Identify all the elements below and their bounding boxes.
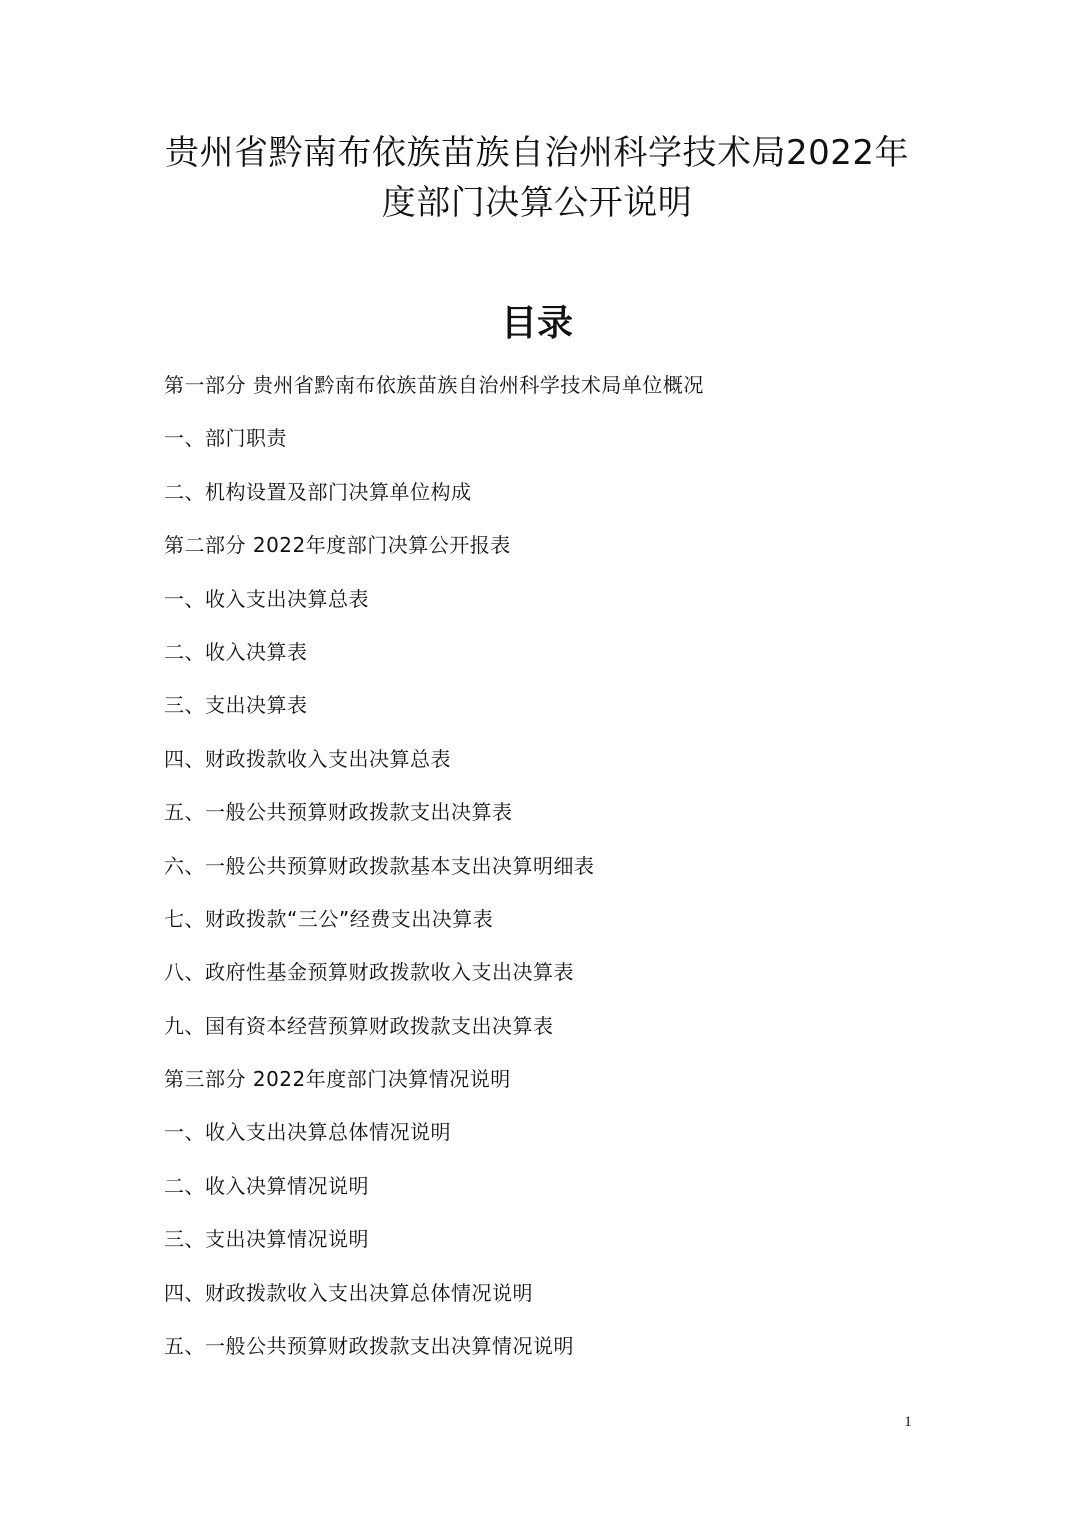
document-title: [100, 128, 974, 228]
toc-item-expenditure-table: 三、支出决算表: [164, 693, 308, 718]
toc-item-department-duties: 一、部门职责: [164, 426, 287, 451]
toc-item-overall-explanation: 一、收入支出决算总体情况说明: [164, 1120, 451, 1145]
toc-item-general-budget-explanation: 五、一般公共预算财政拨款支出决算情况说明: [164, 1334, 574, 1359]
toc-item-basic-expenditure-detail-table: 六、一般公共预算财政拨款基本支出决算明细表: [164, 853, 595, 878]
toc-item-organization-structure: 二、机构设置及部门决算单位构成: [164, 479, 472, 504]
document-title-line-2: 度部门决算公开说明: [381, 183, 693, 223]
toc-item-part-3: 第三部分 2022年度部门决算情况说明: [164, 1067, 511, 1092]
toc-item-three-public-expenses-table: 七、财政拨款“三公”经费支出决算表: [164, 906, 494, 931]
toc-item-income-expenditure-summary-table: 一、收入支出决算总表: [164, 586, 369, 611]
toc-item-general-budget-expenditure-table: 五、一般公共预算财政拨款支出决算表: [164, 800, 513, 825]
toc-item-fiscal-appropriation-summary-table: 四、财政拨款收入支出决算总表: [164, 746, 451, 771]
table-of-contents: [164, 367, 704, 1381]
toc-item-income-explanation: 二、收入决算情况说明: [164, 1173, 369, 1198]
toc-item-fiscal-appropriation-explanation: 四、财政拨款收入支出决算总体情况说明: [164, 1280, 533, 1305]
toc-item-part-1: 第一部分 贵州省黔南布依族苗族自治州科学技术局单位概况: [164, 373, 704, 397]
toc-item-government-fund-table: 八、政府性基金预算财政拨款收入支出决算表: [164, 960, 574, 985]
toc-item-part-2: 第二部分 2022年度部门决算公开报表: [164, 533, 511, 558]
toc-heading: 目录: [500, 303, 573, 344]
toc-item-state-capital-table: 九、国有资本经营预算财政拨款支出决算表: [164, 1013, 554, 1038]
page-number: 1: [904, 1414, 912, 1430]
document-title-line-1: 贵州省黔南布依族苗族自治州科学技术局2022年: [164, 133, 910, 173]
toc-item-expenditure-explanation: 三、支出决算情况说明: [164, 1227, 369, 1252]
toc-item-income-table: 二、收入决算表: [164, 639, 308, 664]
